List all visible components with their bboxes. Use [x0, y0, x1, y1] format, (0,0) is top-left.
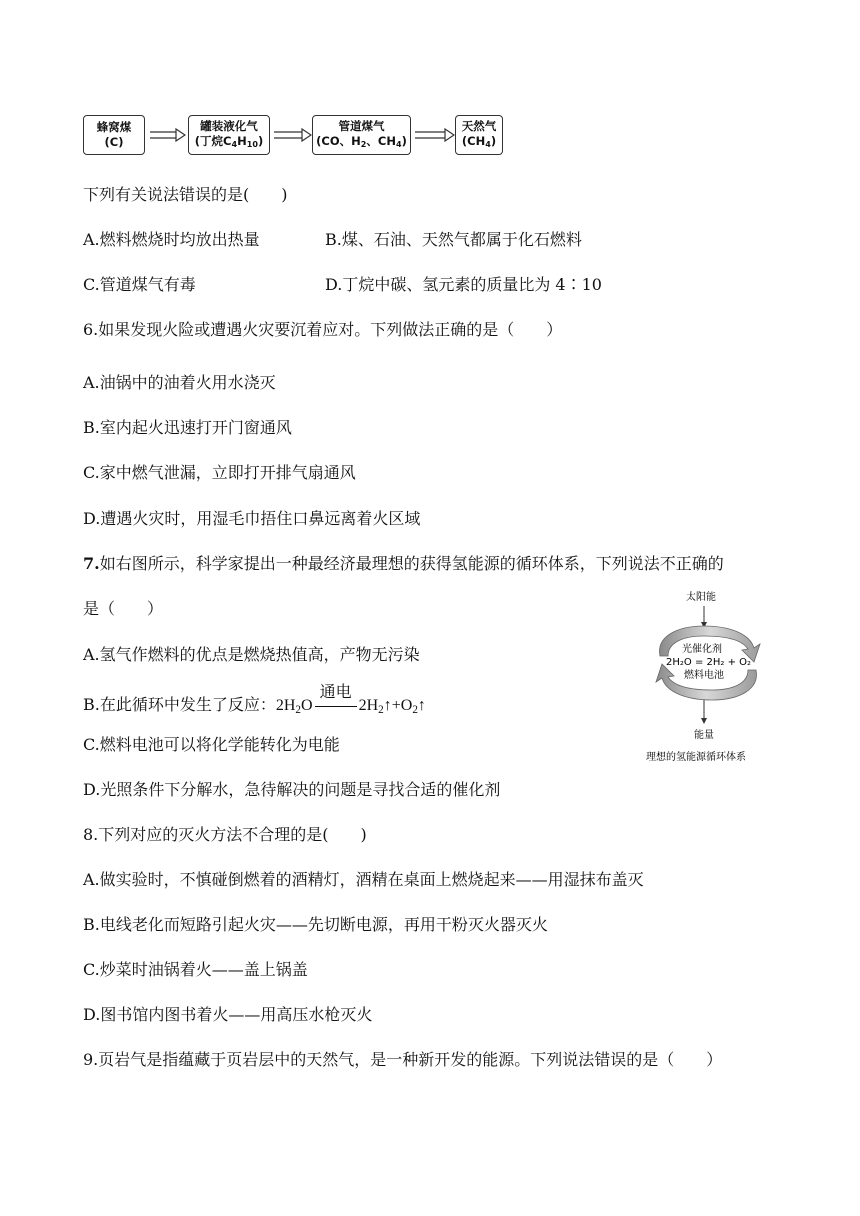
fuel-cell-label: 燃料电池 [684, 670, 724, 681]
q5-option-a: A.燃料燃烧时均放出热量 [83, 230, 260, 249]
catalyst-label: 光催化剂 [682, 644, 722, 655]
flow-box-formula: (C) [104, 135, 124, 149]
q7-stem-line2: 是（ ） [83, 599, 164, 618]
q6-stem: 6.如果发现火险或遭遇火灾要沉着应对。下列做法正确的是（ ） [83, 320, 563, 339]
q6-option-d: D.遭遇火灾时，用湿毛巾捂住口鼻远离着火区域 [83, 509, 421, 528]
q7-number: 7. [83, 554, 100, 573]
flow-box-formula: (丁烷$C_4H_{10}$) [194, 133, 264, 149]
flow-box-pipeline-gas [312, 115, 411, 155]
q6-option-c: C.家中燃气泄漏，立即打开排气扇通风 [83, 463, 356, 482]
chemical-equation: $2H_2O$ 通电 $2H_2↑+O_2↑$ [275, 684, 426, 716]
diagram-top-label: 太阳能 [686, 592, 716, 603]
q5-stem: 下列有关说法错误的是( ) [83, 185, 288, 204]
diagram-bottom-label: 能量 [694, 730, 714, 741]
flow-box-name: 蜂窝煤 [96, 120, 132, 134]
q6-option-b: B.室内起火迅速打开门窗通风 [83, 418, 292, 437]
q5-option-d: D.丁烷中碳、氢元素的质量比为 4∶10 [325, 275, 602, 294]
flow-box-name: 天然气 [461, 118, 497, 133]
q8-option-b: B.电线老化而短路引起火灾——先切断电源，再用干粉灭火器灭火 [83, 915, 548, 934]
down-arrow-icon [701, 718, 707, 724]
q7-option-b: B.在此循环中发生了反应：$2H_2O$ 通电 $2H_2↑+O_2↑$ [83, 684, 426, 716]
q8-option-d: D.图书馆内图书着火——用高压水枪灭火 [83, 1005, 373, 1024]
flow-box-honeycomb-coal [83, 115, 145, 155]
q6-option-a: A.油锅中的油着火用水浇灭 [83, 373, 276, 392]
q9-stem: 9.页岩气是指蕴藏于页岩层中的天然气，是一种新开发的能源。下列说法错误的是（ ） [83, 1050, 723, 1069]
flow-box-formula: (CO、$H_2$、$CH_4$) [316, 133, 407, 149]
q7-option-a: A.氢气作燃料的优点是燃烧热值高，产物无污染 [83, 645, 420, 664]
flow-box-formula: $(CH_4)$ [461, 133, 497, 149]
q8-option-a: A.做实验时，不慎碰倒燃着的酒精灯，酒精在桌面上燃烧起来——用湿抹布盖灭 [83, 870, 644, 889]
flow-arrow-icon [150, 128, 186, 142]
q7-option-d: D.光照条件下分解水，急待解决的问题是寻找合适的催化剂 [83, 780, 501, 799]
reaction-condition: 通电 [319, 684, 352, 701]
diagram-caption: 理想的氢能源循环体系 [646, 752, 746, 763]
hydrogen-cycle-diagram [638, 588, 778, 766]
q5-option-b: B.煤、石油、天然气都属于化石燃料 [325, 230, 582, 249]
flow-box-name: 管道煤气 [338, 118, 385, 133]
q7-option-c: C.燃料电池可以将化学能转化为电能 [83, 735, 340, 754]
q7-stem-line1: 7.如右图所示，科学家提出一种最经济最理想的获得氢能源的循环体系，下列说法不正确的 [83, 554, 724, 573]
flow-box-name: 罐装液化气 [200, 118, 258, 133]
flow-box-lpg [188, 115, 270, 155]
flow-arrow-icon [415, 128, 455, 142]
flow-arrow-icon [274, 128, 312, 142]
q8-option-c: C.炒菜时油锅着火——盖上锅盖 [83, 960, 308, 979]
q5-option-c: C.管道煤气有毒 [83, 275, 196, 294]
q8-stem: 8.下列对应的灭火方法不合理的是( ) [83, 825, 367, 844]
flow-box-natural-gas [455, 115, 503, 155]
reaction-equation: 2H₂O = 2H₂ + O₂ [666, 657, 752, 668]
